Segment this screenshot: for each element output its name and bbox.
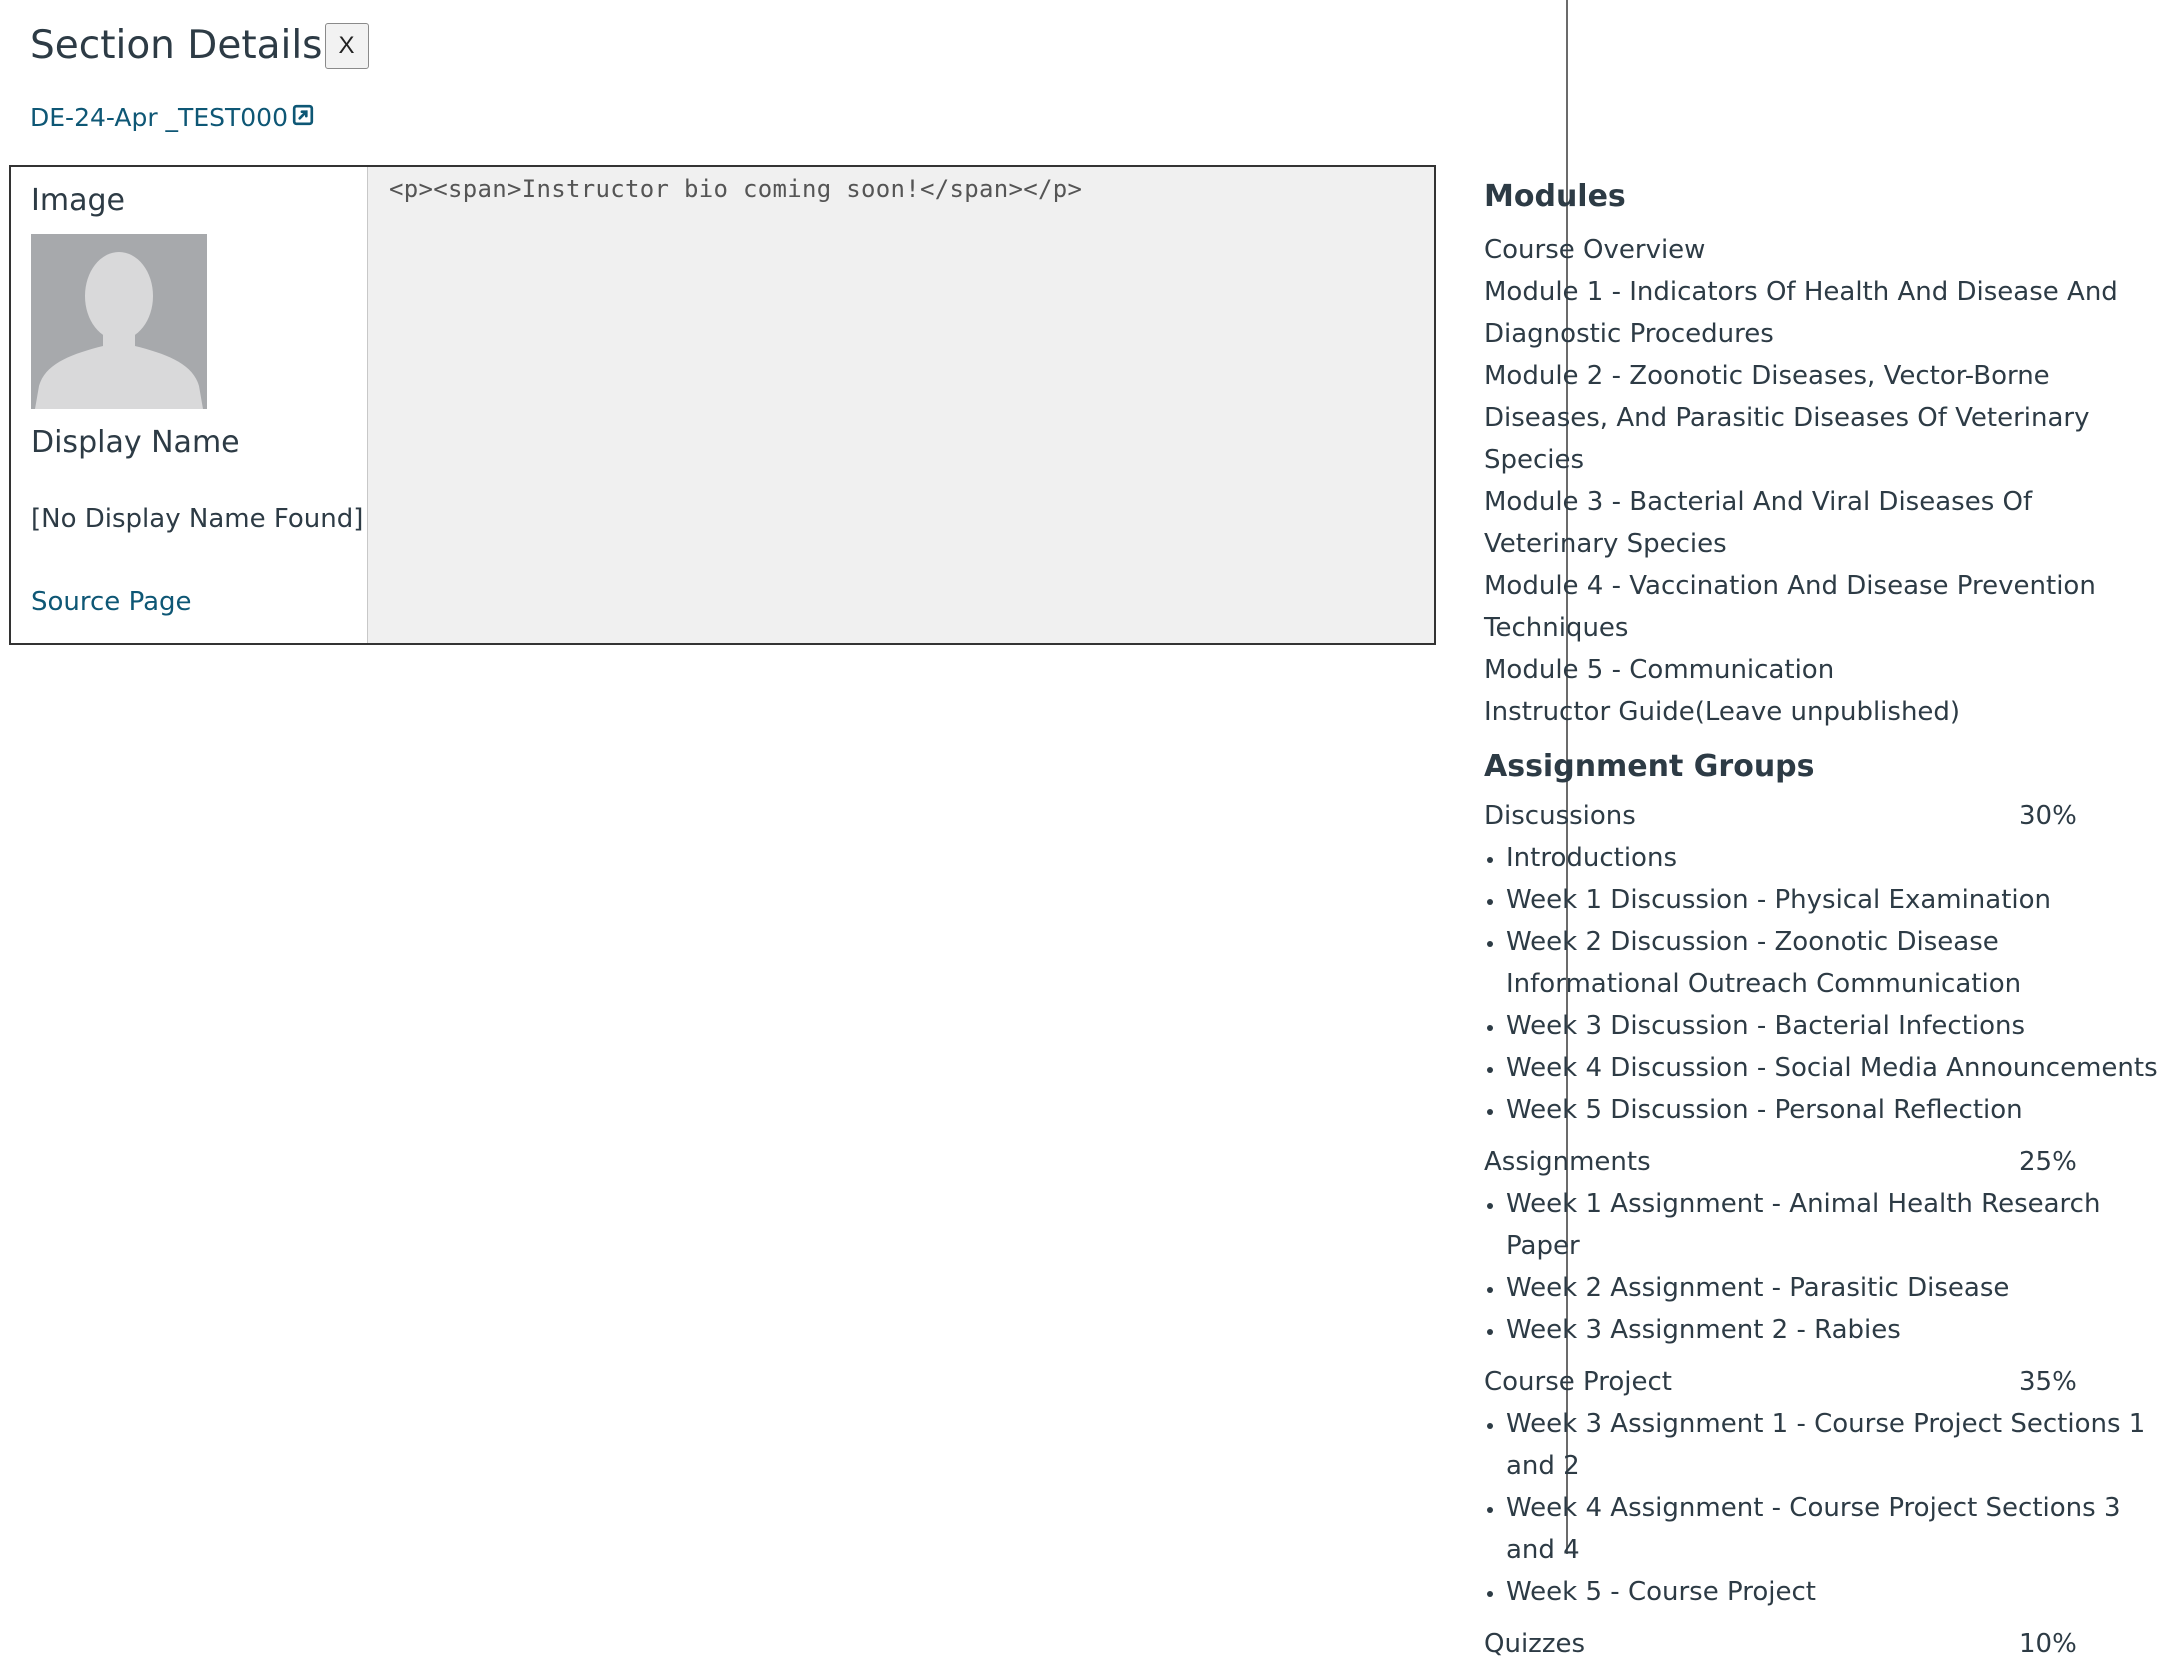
module-item: Module 1 - Indicators Of Health And Disease And Diagnostic Procedures	[1484, 277, 2118, 349]
assignment-group-course-project	[1484, 1361, 2164, 1613]
list-item: • Week 4 Assignment - Course Project Sections 3 and 4	[1506, 1487, 2166, 1571]
group-weight: 25%	[2019, 1147, 2077, 1177]
list-item: • Week 2 Assignment - Parasitic Disease	[1506, 1267, 2166, 1309]
list-item: • Week 1 Assignment - Animal Health Research Paper	[1506, 1183, 2166, 1267]
list-item: • Week 5 Discussion - Personal Reflection	[1506, 1089, 2166, 1131]
group-name: Quizzes	[1484, 1629, 1586, 1659]
module-item: Module 4 - Vaccination And Disease Prevention Techniques	[1484, 571, 2096, 643]
module-item: Course Overview	[1484, 235, 1706, 265]
assignment-group-discussions	[1484, 795, 2164, 1131]
module-item: Instructor Guide(Leave unpublished)	[1484, 697, 1961, 727]
group-name: Assignments	[1484, 1147, 1651, 1177]
assignment-group-quizzes	[1484, 1623, 2164, 1665]
modules-list	[1484, 229, 2164, 733]
header	[30, 18, 369, 74]
section-link[interactable]	[30, 103, 314, 132]
close-button[interactable]: X	[325, 23, 369, 69]
assignment-group-assignments	[1484, 1141, 2164, 1351]
assignment-groups-heading: Assignment Groups	[1484, 749, 1815, 784]
instructor-bio-box	[9, 165, 1436, 645]
module-item: Module 5 - Communication	[1484, 655, 1835, 685]
group-weight: 10%	[2019, 1629, 2077, 1659]
group-weight: 30%	[2019, 801, 2077, 831]
external-link-icon	[292, 104, 314, 126]
list-item: • Week 5 - Course Project	[1506, 1571, 2166, 1613]
display-name-label: Display Name	[31, 425, 240, 460]
modules-heading: Modules	[1484, 179, 1626, 214]
course-summary-sidebar	[1484, 175, 2164, 1665]
group-weight: 35%	[2019, 1367, 2077, 1397]
list-item: • Week 2 Discussion - Zoonotic Disease Informational Outreach Communication	[1506, 921, 2166, 1005]
avatar-placeholder-icon	[31, 234, 207, 409]
module-item: Module 2 - Zoonotic Diseases, Vector-Borne Diseases, And Parasitic Diseases Of Veterinary Species	[1484, 361, 2090, 475]
group-name: Discussions	[1484, 801, 1636, 831]
list-item: • Week 3 Discussion - Bacterial Infections	[1506, 1005, 2166, 1047]
list-item: • Week 4 Discussion - Social Media Announcements	[1506, 1047, 2166, 1089]
group-name: Course Project	[1484, 1367, 1672, 1397]
list-item: • Introductions	[1506, 837, 2166, 879]
page-title: Section Details	[30, 23, 323, 68]
display-name-value: [No Display Name Found]	[31, 504, 364, 534]
bio-content: <p><span>Instructor bio coming soon!</span></p>	[368, 167, 1434, 643]
bio-info-column	[11, 167, 368, 643]
module-item: Module 3 - Bacterial And Viral Diseases Of Veterinary Species	[1484, 487, 2033, 559]
list-item: • Week 3 Assignment 2 - Rabies	[1506, 1309, 2166, 1351]
list-item: • Week 3 Assignment 1 - Course Project Sections 1 and 2	[1506, 1403, 2166, 1487]
image-label: Image	[31, 183, 125, 218]
section-link-label: DE-24-Apr _TEST000	[30, 103, 288, 132]
list-item: • Week 1 Discussion - Physical Examination	[1506, 879, 2166, 921]
source-page-link[interactable]: Source Page	[31, 587, 192, 617]
